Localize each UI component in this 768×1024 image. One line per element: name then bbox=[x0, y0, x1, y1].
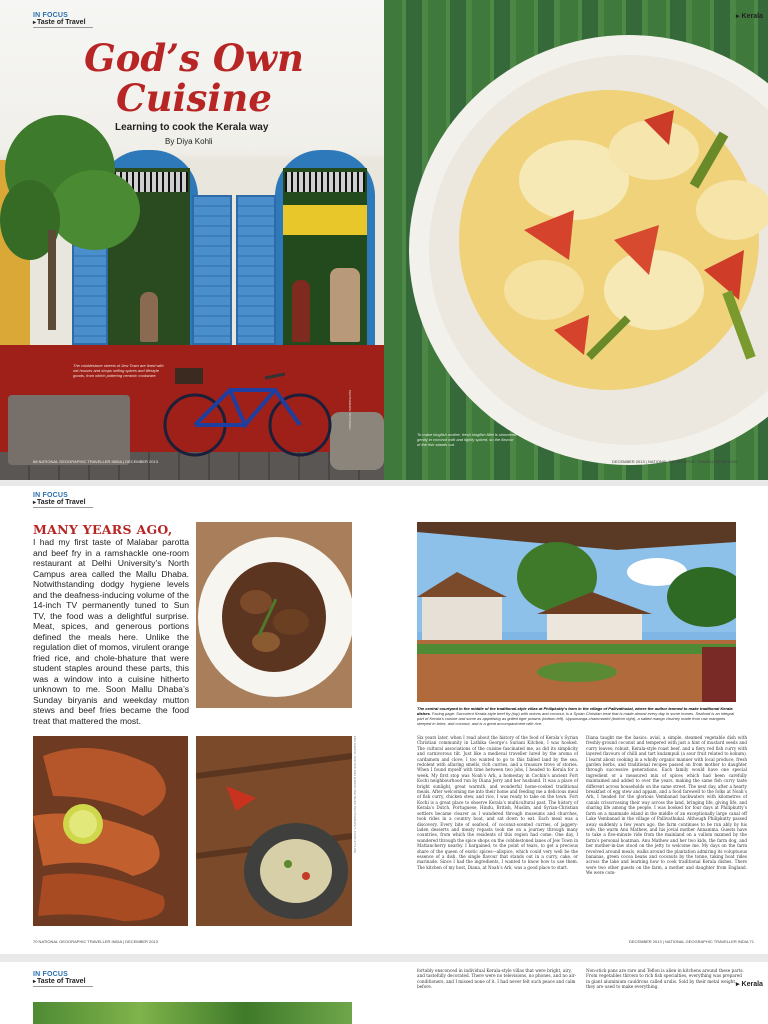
bicycle bbox=[160, 360, 335, 460]
page-72 bbox=[0, 962, 384, 1024]
statue-figure bbox=[330, 268, 360, 342]
section-tag bbox=[33, 971, 93, 987]
shutter bbox=[192, 195, 232, 345]
grilled-prawns-photo bbox=[33, 736, 188, 926]
photo-credit: PHOTOGRAPH: DIYA KOHLI bbox=[348, 390, 352, 430]
section-label: IN FOCUS bbox=[33, 492, 69, 499]
beef-fry-photo bbox=[196, 522, 352, 708]
folio: DECEMBER 2013 | NATIONAL GEOGRAPHIC TRAVELLER INDIA 71 bbox=[629, 939, 754, 944]
title-line-2: Cuisine bbox=[116, 76, 272, 120]
article-title bbox=[84, 38, 304, 118]
page-68 bbox=[0, 0, 384, 480]
body-column-2: Non-stick pans are rare and Teflon is alien in kitchens around these parts. From vegetables thrown to rich fish specialties, everything was prepared in giant aluminium cauldrons called urulis. Sold by their metal weight, they are used to make everything. bbox=[586, 968, 744, 990]
statue-figure bbox=[292, 280, 310, 342]
caption-lead: The central courtyard in the middle of the traditional-style villas at Philipkutty’s farm in the village of Pallivathukal, where the author learned to make traditional Kerala dishes. bbox=[417, 706, 733, 716]
page-73 bbox=[384, 962, 768, 1024]
section-label: IN FOCUS bbox=[33, 12, 69, 19]
body-column-1: Six years later, when I read about the history of the food of Kerala’s Syrian Christian community in Lathika George’s Suriani Kitchen, I was hooked. The cultural associations of the cuisine fascinated me, as did its simplicity and carnivorous tilt. Just like a medieval traveller lured by the aroma of cardamom and clove, I too wanted to go to this fabled land by the sea, redolent with alluring smells, rich curries, and a treasure trove of stories. When I found myself with time between two jobs, I headed to Kerala for a week. My first stop was Noah’s Ark, a homestay in Cochin’s ancient Fort Kochi neighbourhood run by Diana Jerry and her husband. It was a place of bright sunlight, great warmth, and wonderful home-cooked traditional meals. After welcoming me into their home and feeding me a delicious meal of fish curry, chicken stew, and rice, I was ready to take on the town. Fort Kochi is a great place to observe Kerala’s multicultural past. The history of Kerala’s Dutch, Portuguese, Hindu, British, Muslim, and Syrian-Christian settlers became clearer as I wandered through museums and churches, took rides in a country boat, and sat down to eat. Each meal was a discovery. Every bite of seafood, of coconut-scented curries, of jaggery-laden desserts and meaty repasts took me on a journey through many countries, from which the residents of this region had come. One day, I wandered through the spice shops on the cobblestoned lanes of Jew Town in Mattancherry nearby. I bargained, to the point of tears, to get a precious share of the queen of exotic spices—allspice, which could very well be the essence of a dish, the single flavour that stands out in a curry, cake, or marinade. Since I had the ingredients, I wanted to know how to use them. The kitchen of my host, Diana, at Noah’s Ark, was a good place to start. bbox=[417, 735, 578, 870]
lede-heading: MANY YEARS AGO, bbox=[33, 522, 173, 537]
subsection-label: ▸ Taste of Travel bbox=[33, 19, 93, 28]
photo-credit: ERA GAROO; PHOTOS: ERA GAROO AND RHAKI PHOTOGRAPHY; FOOD STYLING bbox=[353, 736, 357, 854]
folio: DECEMBER 2013 | NATIONAL GEOGRAPHIC TRAVELLER INDIA 69 bbox=[612, 459, 737, 464]
section-tag bbox=[33, 12, 93, 28]
photo-caption: The cobblestone streets of Jew Town are lined with old houses and shops selling spices and lifestyle goods, from which pottering ceramic cookware. bbox=[73, 363, 164, 378]
page-71 bbox=[384, 486, 768, 954]
subsection-label: ▸ Taste of Travel bbox=[33, 499, 93, 508]
tree-foliage bbox=[0, 100, 150, 330]
body-column-2: Diana taught me the basics: avial, a simple, steamed vegetable dish with freshly-ground coconut and tempered with just a hint of mustard seeds and curry leaves; robust, Kerala-style roast beef, and a fiery red fish curry with layered flavours of chilli and tart kudampuli (a sour fruit related to kokum). I learnt about cooking in a wholly organic manner with local produce, fresh garden herbs, and traditional recipes passed on from mother to daughter through successive generations. Each family would have one special ingredient or a measured mix of spices which had been carefully maintained and added to over the years, making the same fish curry taste different across households on the same street. The next day, after a hearty breakfast of egg stew and appam, and a food farewell to the folks at Noah’s Ark, I headed for the glorious Vembanad backwaters with kilometres of canals crisscrossing their way across the land, bringing life, giving life, and sharing life among the people. I was booked for four days at Philipkutty’s farm on a manmade island in the middle of an exceptionally large canal off Lake Vembanad in the village of Pallivathukal. Although Philipkutty passed away suddenly a few years ago, the farm continues to be run ably by his wife, the warm Anu Mathew, and his jovial mother Annamma. Guests have to take a five-minute ride from the mainland on a vallom manned by the farm’s personal boatman. Anu Mathew and her two kids, the farm dog, and her mother-in-law stood on the jetty to welcome me. My days on the farm revolved around meals, walks around the plantation admiring its voluptuous bananas, green cocoa beans and coconuts by the tonne, taking boat rides across the lake and learning how to cook traditional Kerala dishes. There were two other guests on the farm, a mother and daughter from England. We were com- bbox=[586, 735, 747, 876]
spread-opening bbox=[0, 0, 768, 480]
folio: 68 NATIONAL GEOGRAPHIC TRAVELLER INDIA | DECEMBER 2013 bbox=[33, 459, 158, 464]
section-kerala: ▸ Kerala bbox=[736, 980, 763, 988]
article-dek: Learning to cook the Kerala way bbox=[115, 122, 269, 133]
mango-chutney-photo bbox=[196, 736, 352, 926]
farm-villa-photo bbox=[417, 522, 736, 702]
landscape-photo bbox=[33, 1002, 352, 1024]
window-right bbox=[275, 150, 375, 345]
shutter bbox=[236, 195, 276, 345]
stone-pot bbox=[330, 412, 384, 470]
title-line-1: God’s Own bbox=[84, 36, 304, 80]
body-column-1: fortably ensconced in individual Kerala-style villas that were bright, airy, and tastefully decorated. There were no televisions, no phones, and no air-conditioners, and I missed none of it. I had never felt such peace and calm before. bbox=[417, 968, 577, 990]
kingfish-moilee-dish bbox=[404, 30, 768, 470]
spread-third bbox=[0, 962, 768, 1024]
caption-rest: Facing page: Succulent Kerala-style beef fry (top) with onions and coconut, is a Syrian Christian treat that is made almost every day in some homes. Seafood is an integral part of Kerala’s cuisine and some as appetising as grilled tiger prawns (bottom left). Uppumanga-chammanthi (bottom right), a salted mango chutney made from raw mangoes steeped in brine, and coconut, and is a great accompaniment with rice. bbox=[417, 711, 735, 726]
byline: By Diya Kohli bbox=[165, 137, 213, 146]
photo-caption bbox=[417, 706, 735, 726]
lede-paragraph: I had my first taste of Malabar parotta and beef fry in a ramshackle one-room restaurant at Delhi University’s North Campus area called the Mallu Dhaba. Notwithstanding dodgy hygiene levels and the deafness-inducing volume of the 14-inch TV permanently tuned to Sun TV, the food was a delightful surprise. Meat, spices, and generous portions defined the meals here. Unlike the regulation diet of momos, virulent orange fried rice, and chole-bhature that were student staples around these parts, this was a window into a cuisine hitherto unknown to me. Soon Mallu Dhaba’s Sunday biryanis and weekday mutton stews and beef fries became the food treat that mattered the most. bbox=[33, 537, 189, 726]
section-kerala: ▸ Kerala bbox=[736, 12, 763, 20]
section-tag bbox=[33, 492, 93, 508]
photo-caption: To make kingfish moilee, fresh kingfish fillet is simmered gently in coconut milk and lightly spiced, so the flavour of the fish stands out. bbox=[417, 432, 517, 447]
subsection-label: ▸ Taste of Travel bbox=[33, 978, 93, 987]
stone-planter bbox=[8, 395, 130, 465]
folio: 70 NATIONAL GEOGRAPHIC TRAVELLER INDIA | DECEMBER 2013 bbox=[33, 939, 158, 944]
spread-second bbox=[0, 486, 768, 954]
page-70 bbox=[0, 486, 384, 954]
page-69 bbox=[384, 0, 768, 480]
section-label: IN FOCUS bbox=[33, 971, 69, 978]
